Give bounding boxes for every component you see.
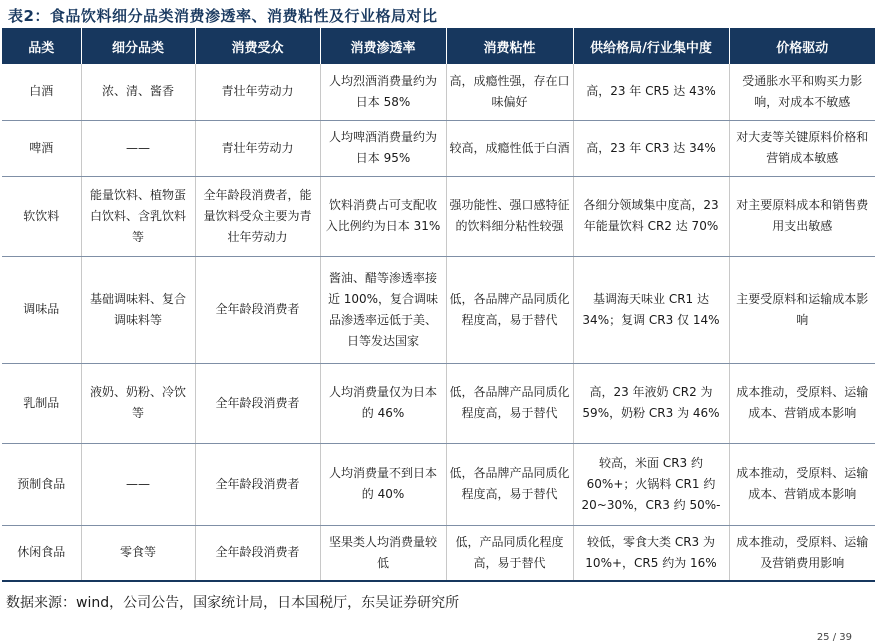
cell-stickiness: 低，产品同质化程度高，易于替代 <box>446 525 573 581</box>
cell-stickiness: 高，成瘾性强，存在口味偏好 <box>446 64 573 120</box>
cell-subcategory: 液奶、奶粉、冷饮等 <box>81 363 195 443</box>
cell-audience: 全年龄段消费者 <box>195 256 320 363</box>
header-stickiness: 消费粘性 <box>446 28 573 64</box>
cell-stickiness: 低，各品牌产品同质化程度高，易于替代 <box>446 443 573 525</box>
cell-stickiness: 较高，成瘾性低于白酒 <box>446 120 573 176</box>
cell-concentration: 基调海天味业 CR1 达 34%；复调 CR3 仅 14% <box>573 256 729 363</box>
table-header-row <box>2 28 875 64</box>
cell-stickiness: 低，各品牌产品同质化程度高，易于替代 <box>446 363 573 443</box>
cell-penetration: 饮料消费占可支配收入比例约为日本 31% <box>320 176 446 256</box>
header-subcategory: 细分品类 <box>81 28 195 64</box>
cell-subcategory: 零食等 <box>81 525 195 581</box>
header-concentration: 供给格局/行业集中度 <box>573 28 729 64</box>
cell-price-driver: 成本推动，受原料、运输成本、营销成本影响 <box>729 443 875 525</box>
table-row <box>2 443 875 525</box>
header-penetration: 消费渗透率 <box>320 28 446 64</box>
table-row <box>2 176 875 256</box>
cell-concentration: 较高，米面 CR3 约 60%+；火锅料 CR1 约 20~30%，CR3 约 50%- <box>573 443 729 525</box>
cell-category: 调味品 <box>2 256 81 363</box>
cell-category: 乳制品 <box>2 363 81 443</box>
header-category: 品类 <box>2 28 81 64</box>
cell-price-driver: 受通胀水平和购买力影响，对成本不敏感 <box>729 64 875 120</box>
table-title: 表2：食品饮料细分品类消费渗透率、消费粘性及行业格局对比 <box>8 7 438 25</box>
cell-category: 啤酒 <box>2 120 81 176</box>
cell-concentration: 高，23 年液奶 CR2 为 59%，奶粉 CR3 为 46% <box>573 363 729 443</box>
cell-subcategory: —— <box>81 443 195 525</box>
cell-price-driver: 对主要原料成本和销售费用支出敏感 <box>729 176 875 256</box>
cell-concentration: 高，23 年 CR5 达 43% <box>573 64 729 120</box>
table-row <box>2 120 875 176</box>
cell-stickiness: 强功能性、强口感特征的饮料细分粘性较强 <box>446 176 573 256</box>
cell-penetration: 人均啤酒消费量约为日本 95% <box>320 120 446 176</box>
cell-category: 白酒 <box>2 64 81 120</box>
header-price-driver: 价格驱动 <box>729 28 875 64</box>
cell-penetration: 人均消费量不到日本的 40% <box>320 443 446 525</box>
cell-penetration: 人均消费量仅为日本的 46% <box>320 363 446 443</box>
cell-price-driver: 主要受原料和运输成本影响 <box>729 256 875 363</box>
cell-price-driver: 成本推动，受原料、运输及营销费用影响 <box>729 525 875 581</box>
page-number: 25 / 39 <box>816 632 852 643</box>
header-audience: 消费受众 <box>195 28 320 64</box>
data-source-note: 数据来源：wind，公司公告，国家统计局，日本国税厅，东吴证券研究所 <box>6 595 460 611</box>
cell-audience: 全年龄段消费者 <box>195 363 320 443</box>
cell-audience: 全年龄段消费者 <box>195 443 320 525</box>
cell-concentration: 高，23 年 CR3 达 34% <box>573 120 729 176</box>
cell-concentration: 各细分领域集中度高，23 年能量饮料 CR2 达 70% <box>573 176 729 256</box>
cell-price-driver: 成本推动，受原料、运输成本、营销成本影响 <box>729 363 875 443</box>
table-row <box>2 363 875 443</box>
cell-penetration: 人均烈酒消费量约为日本 58% <box>320 64 446 120</box>
cell-penetration: 酱油、醋等渗透率接近 100%，复合调味品渗透率远低于美、日等发达国家 <box>320 256 446 363</box>
cell-penetration: 坚果类人均消费量较低 <box>320 525 446 581</box>
cell-concentration: 较低，零食大类 CR3 为 10%+，CR5 约为 16% <box>573 525 729 581</box>
table-row <box>2 64 875 120</box>
cell-audience: 青壮年劳动力 <box>195 64 320 120</box>
cell-category: 休闲食品 <box>2 525 81 581</box>
cell-category: 预制食品 <box>2 443 81 525</box>
cell-subcategory: —— <box>81 120 195 176</box>
table-row <box>2 256 875 363</box>
table-row <box>2 525 875 581</box>
cell-subcategory: 浓、清、酱香 <box>81 64 195 120</box>
cell-subcategory: 基础调味料、复合调味料等 <box>81 256 195 363</box>
cell-category: 软饮料 <box>2 176 81 256</box>
cell-audience: 全年龄段消费者，能量饮料受众主要为青壮年劳动力 <box>195 176 320 256</box>
cell-stickiness: 低，各品牌产品同质化程度高，易于替代 <box>446 256 573 363</box>
cell-audience: 青壮年劳动力 <box>195 120 320 176</box>
comparison-table <box>2 28 875 582</box>
cell-price-driver: 对大麦等关键原料价格和营销成本敏感 <box>729 120 875 176</box>
cell-audience: 全年龄段消费者 <box>195 525 320 581</box>
cell-subcategory: 能量饮料、植物蛋白饮料、含乳饮料等 <box>81 176 195 256</box>
